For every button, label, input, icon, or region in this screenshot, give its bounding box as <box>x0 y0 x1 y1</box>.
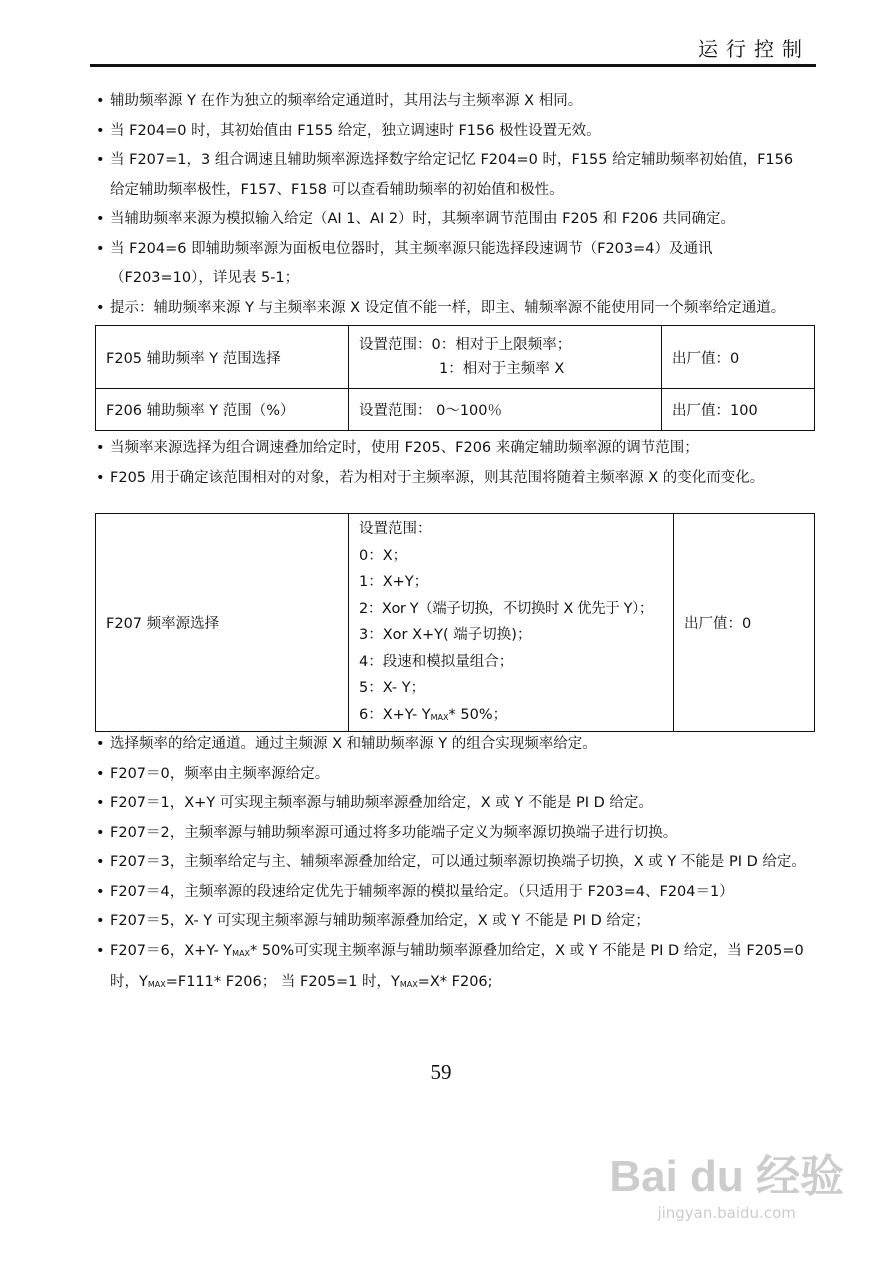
list-item: • F207＝2，主频率源与辅助频率源可通过将多功能端子定义为频率源切换端子进行切换。 <box>96 819 812 849</box>
text: =F111* F206； 当 F205=1 时，Y <box>165 974 400 990</box>
param-name: F207 频率源选择 <box>96 514 349 732</box>
text: F207＝6，X+Y- Y <box>110 942 233 959</box>
subscript: MAX <box>399 980 418 989</box>
list-item: • F205 用于确定该范围相对的对象，若为相对于主频率源，则其范围将随着主频率源 X 的变化而变化。 <box>96 464 812 494</box>
subscript: MAX <box>147 980 166 989</box>
watermark-logo: Bai du 经验 <box>609 1152 844 1201</box>
option-line: 设置范围： <box>359 521 432 537</box>
option-line: 3：Xor X+Y( 端子切换)； <box>359 627 532 643</box>
param-table-f207 <box>95 513 815 732</box>
list-item: • F207＝5，X- Y 可实现主频率源与辅助频率源叠加给定，X 或 Y 不能是 PI D 给定； <box>96 907 812 937</box>
range-line: 设置范围：0：相对于上限频率； <box>359 337 572 353</box>
page-number: 59 <box>430 1060 452 1084</box>
section-header: 运行控制 <box>698 37 810 61</box>
text: * 50%； <box>448 706 508 723</box>
subscript: MAX <box>430 712 449 722</box>
text: =X* F206; <box>417 974 493 990</box>
list-item: • F207＝1，X+Y 可实现主频率源与辅助频率源叠加给定，X 或 Y 不能是 PI D 给定。 <box>96 789 812 819</box>
param-default: 出厂值：0 <box>662 326 815 389</box>
param-name: F206 辅助频率 Y 范围（%） <box>96 389 349 431</box>
param-default: 出厂值：100 <box>662 389 815 431</box>
param-range: 设置范围： 0～100％ <box>349 389 662 431</box>
notes-list <box>96 730 812 1000</box>
table-row <box>96 389 815 431</box>
list-item: • 提示：辅助频率来源 Y 与主频率来源 X 设定值不能一样，即主、辅频率源不能使用同一个频率给定通道。 <box>96 294 812 324</box>
list-item: • F207＝3，主频率给定与主、辅频率源叠加给定，可以通过频率源切换端子切换，X 或 Y 不能是 PI D 给定。 <box>96 848 812 878</box>
list-item: • 当 F204=6 即辅助频率源为面板电位器时，其主频率源只能选择段速调节（F203=4）及通讯（F203=10），详见表 5-1； <box>96 235 812 294</box>
text: * 50%可实现主频率源与辅助频率源叠加给定，X 或 Y 不能是 PI D 给定，当 F205=0 时，Y <box>110 942 804 990</box>
list-item: • 当辅助频率来源为模拟输入给定（AI 1、AI 2）时，其频率调节范围由 F205 和 F206 共同确定。 <box>96 205 812 235</box>
param-range <box>349 514 674 732</box>
list-item: • 选择频率的给定通道。通过主频源 X 和辅助频率源 Y 的组合实现频率给定。 <box>96 730 812 760</box>
option-line: 0：X； <box>359 547 408 564</box>
subscript: MAX <box>232 948 251 958</box>
param-table-f205-f206 <box>95 325 815 431</box>
param-name: F205 辅助频率 Y 范围选择 <box>96 326 349 389</box>
list-item: • 辅助频率源 Y 在作为独立的频率给定通道时，其用法与主频率源 X 相同。 <box>96 87 812 117</box>
table-row <box>96 326 815 389</box>
option-line <box>359 702 663 732</box>
option-line: 4：段速和模拟量组合； <box>359 653 514 670</box>
option-line: 2：Xor Y（端子切换，不切换时 X 优先于 Y）； <box>359 600 654 617</box>
baidu-jingyan-watermark <box>609 1140 844 1222</box>
table-row <box>96 514 815 732</box>
list-item: • F207＝4，主频率源的段速给定优先于辅频率源的模拟量给定。（只适用于 F203=4、F204＝1） <box>96 878 812 908</box>
list-item <box>96 937 812 1000</box>
header-rule <box>90 64 816 67</box>
list-item: • F207＝0，频率由主频率源给定。 <box>96 760 812 790</box>
list-item: • 当 F204=0 时，其初始值由 F155 给定，独立调速时 F156 极性设置无效。 <box>96 117 812 147</box>
param-range <box>349 326 662 389</box>
intro-list <box>96 87 812 323</box>
option-line: 5：X- Y； <box>359 680 426 696</box>
param-default: 出厂值：0 <box>674 514 815 732</box>
mid-list <box>96 434 812 493</box>
text: 6：X+Y- Y <box>359 706 431 723</box>
list-item: • 当 F207=1，3 组合调速且辅助频率源选择数字给定记忆 F204=0 时，F155 给定辅助频率初始值，F156 给定辅助频率极性，F157、F158 可以查看辅助频率的初始值和极性。 <box>96 146 812 205</box>
watermark-url: jingyan.baidu.com <box>657 1204 796 1222</box>
range-line: 1：相对于主频率 X <box>439 361 565 377</box>
list-item: • 当频率来源选择为组合调速叠加给定时，使用 F205、F206 来确定辅助频率源的调节范围； <box>96 434 812 464</box>
option-line: 1：X+Y； <box>359 574 429 590</box>
